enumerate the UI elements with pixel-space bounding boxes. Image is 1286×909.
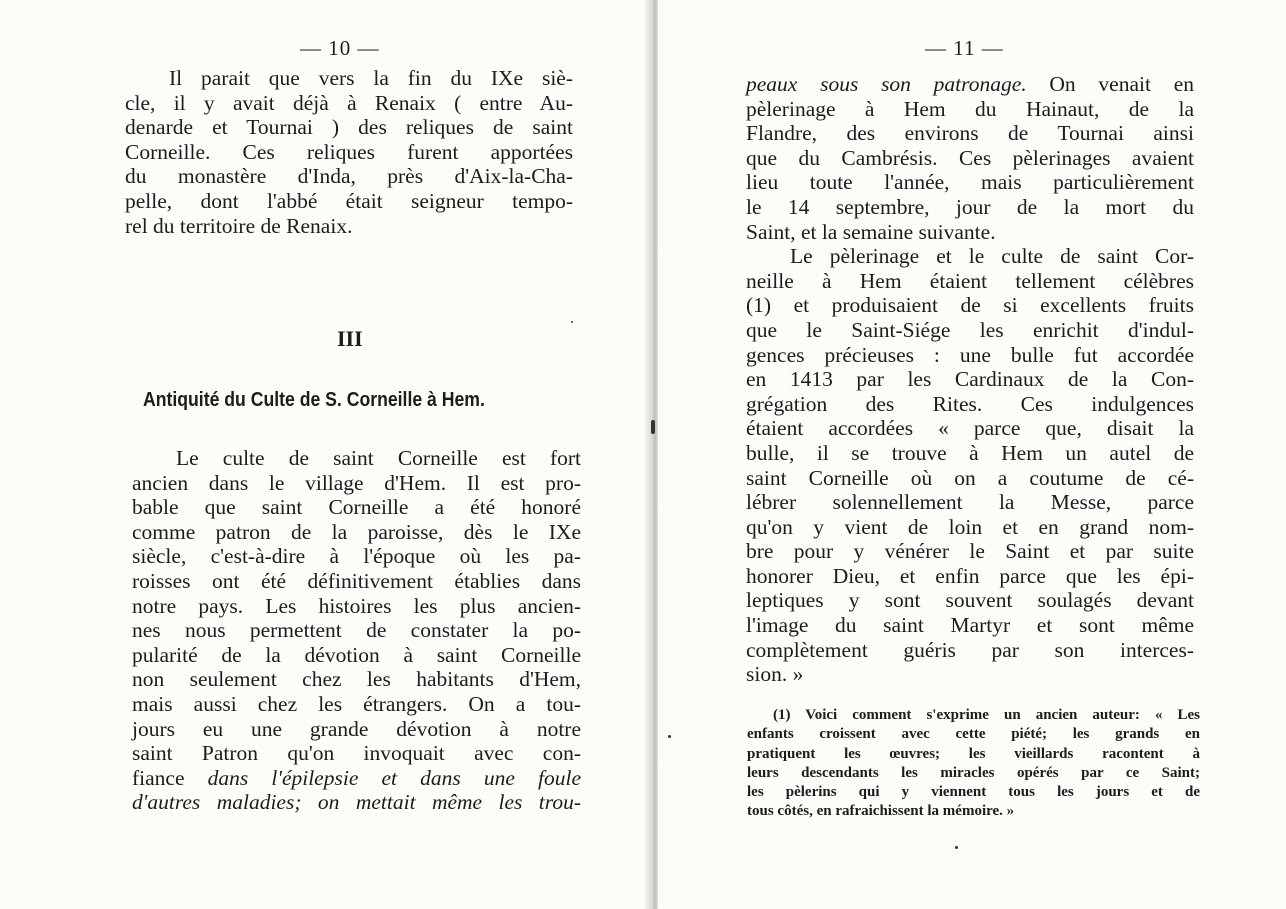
text-line: neille à Hem étaient tellement célèbres (746, 268, 1194, 293)
text-line: Le culte de saint Corneille est fort (176, 446, 581, 470)
paragraph-pelerinage (746, 72, 1194, 687)
text-line: comme patron de la paroisse, dès le IXe (132, 519, 581, 544)
text-line: saint Patron qu'on invoquait avec con- (132, 741, 581, 766)
text-line: sion. » (746, 662, 804, 687)
text-line: bable que saint Corneille a été honoré (132, 495, 581, 520)
text-line: honorer Dieu, et enfin parce que les épi- (746, 563, 1194, 588)
text-line: nes nous permettent de constater la po- (132, 618, 581, 643)
section-number: III (337, 326, 363, 351)
text-line: leptiques y sont souvent soulagés devant (746, 588, 1194, 613)
text-line: jours eu une grande dévotion à notre (132, 716, 581, 741)
text-line: Le pèlerinage et le culte de saint Cor- (790, 244, 1194, 269)
text-line: du monastère d'Inda, près d'Aix-la-Cha- (125, 164, 573, 189)
text-line: Saint, et la semaine suivante. (746, 219, 996, 244)
text-line: mais aussi chez les étrangers. On a tou- (132, 691, 581, 716)
text-line: en 1413 par les Cardinaux de la Con- (746, 367, 1194, 392)
footnote-line: tous côtés, en rafraichissent la mémoire. » (747, 803, 1015, 820)
text-line: roisses ont été définitivement établies dans (132, 568, 581, 593)
text-line: que le Saint-Siége les enrichit d'indul- (746, 317, 1194, 342)
text-line: grégation des Rites. Ces indulgences (746, 391, 1194, 416)
footnote (747, 706, 1200, 822)
ink-speck (668, 735, 671, 738)
text-line: pelle, dont l'abbé était seigneur tempo- (125, 188, 573, 213)
text-line: le 14 septembre, jour de la mort du (746, 194, 1194, 219)
text-line: ancien dans le village d'Hem. Il est pro- (132, 470, 581, 495)
text-line: l'image du saint Martyr et sont même (746, 613, 1194, 638)
text-line: étaient accordées « parce que, disait la (746, 416, 1194, 441)
text-line (746, 72, 1194, 97)
text-line: notre pays. Les histoires les plus ancien- (132, 593, 581, 618)
text-line: qu'on y vient de loin et en grand nom- (746, 514, 1194, 539)
footnote-line: leurs descendants les miracles opérés par ce Saint; (747, 764, 1200, 781)
text-line: complètement guéris par son interces- (746, 637, 1194, 662)
text-segment: On venait en (1049, 72, 1194, 96)
text-line: bre pour y vénérer le Saint et par suite (746, 539, 1194, 564)
italic-text: dans l'épilepsie et dans une foule (207, 765, 581, 790)
page-number-right-label: — 11 — (925, 36, 1004, 60)
ink-speck (651, 420, 655, 434)
paragraph-culte (132, 446, 581, 815)
text-line: Il parait que vers la fin du IXe siè- (169, 66, 573, 90)
text-fiance: fiance (132, 765, 185, 790)
text-line: pèlerinage à Hem du Hainaut, de la (746, 96, 1194, 121)
footnote-line: (1) Voici comment s'exprime un ancien auteur: « Les (773, 707, 1200, 723)
italic-text: peaux sous son patronage. (746, 72, 1027, 96)
text-line: pularité de la dévotion à saint Corneille (132, 642, 581, 667)
text-line: cle, il y avait déjà à Renaix ( entre Au- (125, 90, 573, 115)
text-line: Flandre, des environs de Tournai ainsi (746, 121, 1194, 146)
text-line: denarde et Tournai ) des reliques de saint (125, 115, 573, 140)
page-number-left: — 10 — (300, 36, 380, 60)
text-line: gences précieuses : une bulle fut accordée (746, 342, 1194, 367)
text-line: que du Cambrésis. Ces pèlerinages avaient (746, 145, 1194, 170)
text-line: rel du territoire de Renaix. (125, 213, 353, 238)
ink-speck (571, 321, 573, 323)
text-line: bulle, il se trouve à Hem un autel de (746, 440, 1194, 465)
text-line-italic: d'autres maladies; on mettait même les trou- (132, 790, 581, 815)
footnote-line: les pèlerins qui y viennent tous les jours et de (747, 784, 1200, 801)
text-line: lieu toute l'année, mais particulièrement (746, 170, 1194, 195)
text-line: lébrer solennellement la Messe, parce (746, 490, 1194, 515)
ink-speck (955, 846, 958, 849)
paragraph-renaix (125, 66, 573, 238)
section-title: Antiquité du Culte de S. Corneille à Hem. (143, 388, 485, 411)
footnote-line: enfants croissent avec cette piété; les grands en (747, 726, 1200, 743)
text-line: Corneille. Ces reliques furent apportées (125, 139, 573, 164)
text-line: non seulement chez les habitants d'Hem, (132, 667, 581, 692)
text-line (132, 766, 581, 791)
footnote-line: pratiquent les œuvres; les vieillards racontent à (747, 745, 1200, 762)
text-line: (1) et produisaient de si excellents fruits (746, 293, 1194, 318)
text-line: siècle, c'est-à-dire à l'époque où les pa- (132, 544, 581, 569)
text-line: saint Corneille où on a coutume de cé- (746, 465, 1194, 490)
